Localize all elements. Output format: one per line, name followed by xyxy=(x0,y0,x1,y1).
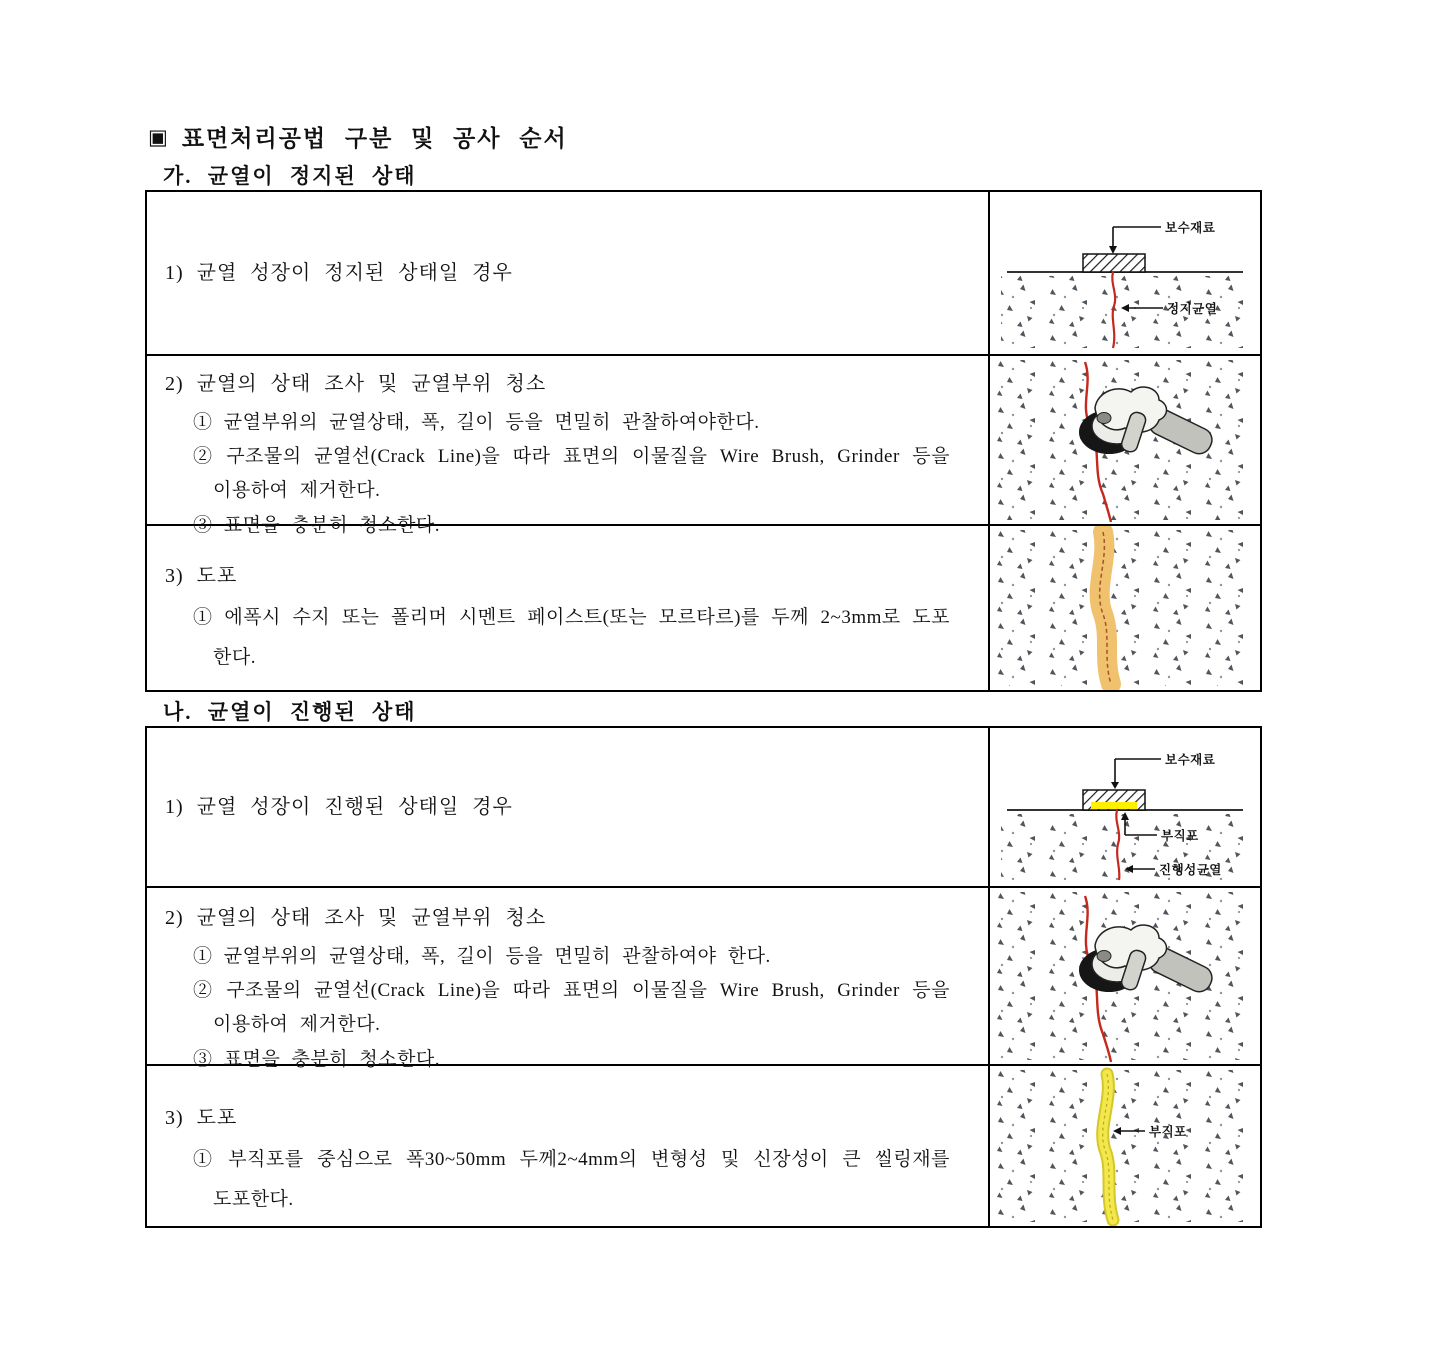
concrete-speckle xyxy=(995,530,1255,686)
procedure-item: ② 구조물의 균열선(Crack Line)을 따라 표면의 이물질을 Wire Brush, Grinder 등을 이용하여 제거한다. xyxy=(193,980,950,1036)
row-text-cell xyxy=(147,192,988,354)
section-a-heading: 가. 균열이 정지된 상태 xyxy=(163,164,417,188)
leader-arrow xyxy=(1109,227,1161,254)
row-figure-cell xyxy=(988,356,1260,524)
nonwoven-strip xyxy=(1091,802,1137,809)
table-a xyxy=(145,190,1262,692)
row-title: 3) 도포 xyxy=(165,565,238,587)
table-row xyxy=(147,728,1260,886)
figure-label-nonwoven-fabric: 부직포 xyxy=(1149,1125,1187,1139)
fabric-coated-crack-figure xyxy=(991,1066,1259,1226)
table-row xyxy=(147,1064,1260,1226)
grinder-cleaning-figure xyxy=(991,888,1259,1064)
row-title: 1) 균열 성장이 정지된 상태일 경우 xyxy=(165,262,513,284)
grinder-cleaning-figure xyxy=(991,356,1259,524)
progressive-crack-diagram xyxy=(991,728,1259,886)
row-text-cell xyxy=(147,888,988,1070)
procedure-items xyxy=(165,406,978,543)
table-b xyxy=(145,726,1262,1228)
table-row xyxy=(147,354,1260,536)
table-row xyxy=(147,192,1260,354)
procedure-item: ① 부직포를 중심으로 폭30~50mm 두께2~4mm의 변형성 및 신장성이 큰 씰링재를 도포한다. xyxy=(193,1149,950,1210)
row-title: 3) 도포 xyxy=(165,1107,238,1129)
figure-label-nonwoven-fabric: 부직포 xyxy=(1161,829,1199,843)
procedure-items xyxy=(165,1140,978,1220)
row-figure-cell xyxy=(988,888,1260,1064)
title-bullet-icon: ▣ xyxy=(148,124,170,149)
coating-band xyxy=(1100,532,1111,684)
figure-label-stopped-crack: 정지균열 xyxy=(1167,302,1218,316)
coated-crack-figure xyxy=(991,526,1259,690)
row-text-cell xyxy=(147,356,988,536)
row-title: 1) 균열 성장이 진행된 상태일 경우 xyxy=(165,796,513,818)
procedure-items xyxy=(165,940,978,1077)
table-row xyxy=(147,886,1260,1070)
figure-label-progressive-crack: 진행성균열 xyxy=(1159,863,1222,877)
table-row xyxy=(147,524,1260,690)
procedure-item: ② 구조물의 균열선(Crack Line)을 따라 표면의 이물질을 Wire Brush, Grinder 등을 이용하여 제거한다. xyxy=(193,446,950,502)
row-figure-cell xyxy=(988,728,1260,886)
procedure-item: ③ 표면을 충분히 청소한다. xyxy=(193,514,441,536)
procedure-item: ① 균열부위의 균열상태, 폭, 길이 등을 면밀히 관찰하여야 한다. xyxy=(193,946,771,967)
stopped-crack-diagram xyxy=(991,192,1259,354)
section-b-heading: 나. 균열이 진행된 상태 xyxy=(163,700,417,724)
page-title xyxy=(148,120,568,153)
row-title: 2) 균열의 상태 조사 및 균열부위 청소 xyxy=(165,373,547,395)
page-title-text: 표면처리공법 구분 및 공사 순서 xyxy=(181,126,568,151)
row-text-cell xyxy=(147,1066,988,1226)
row-figure-cell xyxy=(988,526,1260,690)
procedure-items xyxy=(165,598,978,678)
figure-label-repair-material: 보수재료 xyxy=(1165,753,1216,767)
repair-material-hatch xyxy=(1083,254,1145,272)
row-figure-cell xyxy=(988,1066,1260,1226)
row-text-cell xyxy=(147,526,988,690)
procedure-item: ① 에폭시 수지 또는 폴리머 시멘트 페이스트(또는 모르타르)를 두께 2~3mm로 도포한다. xyxy=(193,607,950,668)
row-title: 2) 균열의 상태 조사 및 균열부위 청소 xyxy=(165,907,547,929)
leader-arrow xyxy=(1111,759,1161,789)
figure-label-repair-material: 보수재료 xyxy=(1165,221,1216,235)
concrete-speckle xyxy=(995,1070,1255,1222)
procedure-item: ① 균열부위의 균열상태, 폭, 길이 등을 면밀히 관찰하여야한다. xyxy=(193,412,760,433)
row-figure-cell xyxy=(988,192,1260,354)
procedure-item: ③ 표면을 충분히 청소한다. xyxy=(193,1048,441,1070)
row-text-cell xyxy=(147,728,988,886)
